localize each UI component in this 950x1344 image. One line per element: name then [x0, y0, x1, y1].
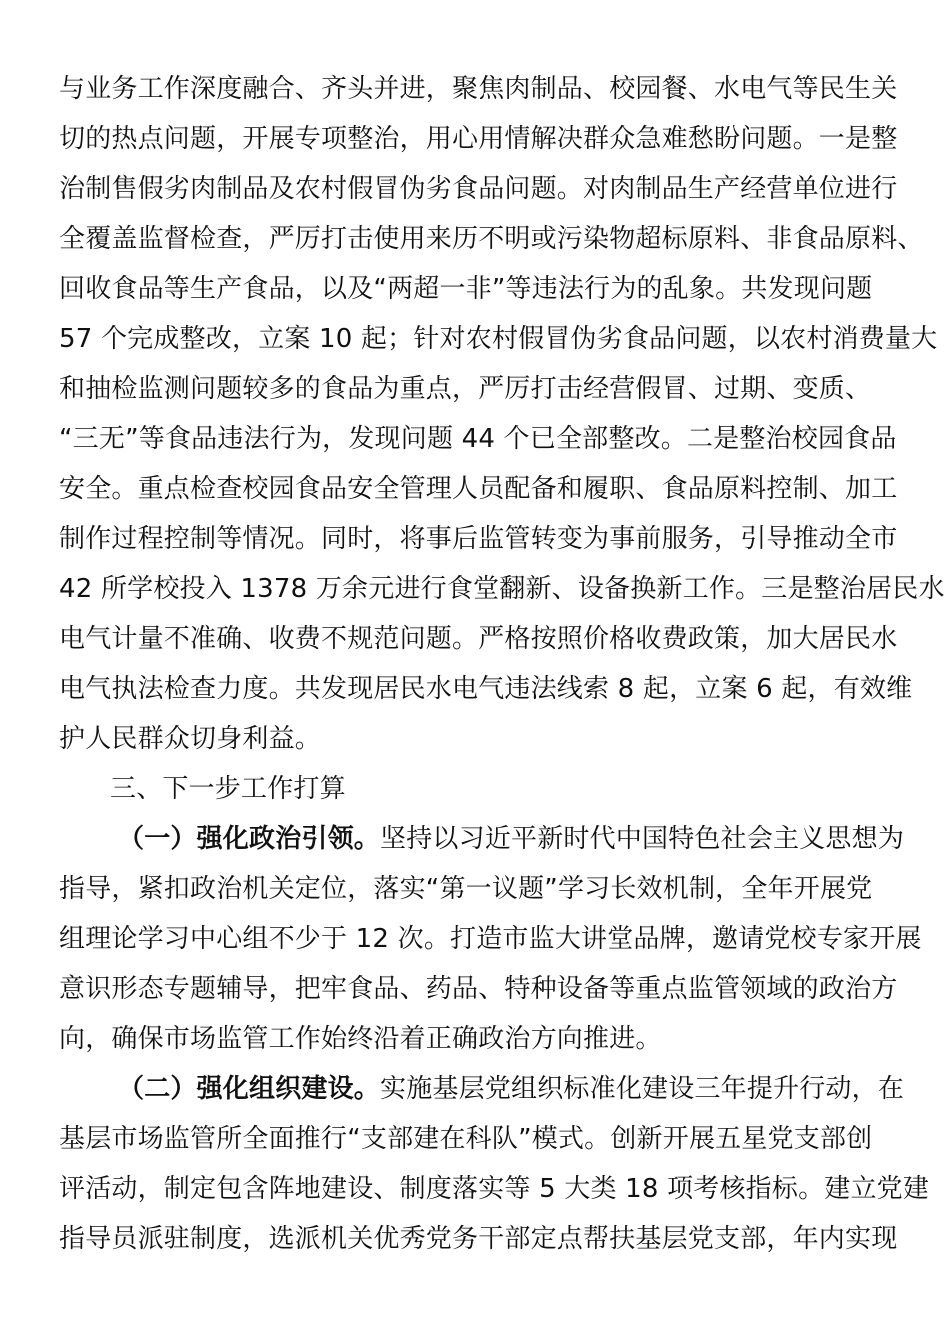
body-line: 治制售假劣肉制品及农村假冒伪劣食品问题。对肉制品生产经营单位进行: [59, 174, 898, 204]
item2-title: （二）强化组织建设。: [118, 1074, 381, 1104]
body-line: 电气执法检查力度。共发现居民水电气违法线索 8 起，立案 6 起，有效维: [59, 674, 913, 704]
section-heading: 三、下一步工作打算: [110, 774, 346, 804]
item2-first-line: [118, 1074, 904, 1104]
body-line: 42 所学校投入 1378 万余元进行食堂翻新、设备换新工作。三是整治居民水: [59, 574, 945, 604]
body-line: 评活动，制定包含阵地建设、制度落实等 5 大类 18 项考核指标。建立党建: [59, 1174, 930, 1204]
body-line: 指导，紧扣政治机关定位，落实“第一议题”学习长效机制，全年开展党: [59, 874, 873, 904]
item1-title: （一）强化政治引领。: [118, 824, 381, 854]
body-line: 组理论学习中心组不少于 12 次。打造市监大讲堂品牌，邀请党校专家开展: [59, 924, 922, 954]
item2-text: 实施基层党组织标准化建设三年提升行动，在: [380, 1074, 905, 1104]
body-line: 和抽检监测问题较多的食品为重点，严厉打击经营假冒、过期、变质、: [59, 374, 872, 404]
body-line: 切的热点问题，开展专项整治，用心用情解决群众急难愁盼问题。一是整: [59, 124, 898, 154]
body-line: 护人民群众切身利益。: [59, 724, 322, 754]
item1-first-line: [118, 824, 904, 854]
body-line: 意识形态专题辅导，把牢食品、药品、特种设备等重点监管领域的政治方: [59, 974, 898, 1004]
body-line: 电气计量不准确、收费不规范问题。严格按照价格收费政策，加大居民水: [59, 624, 898, 654]
body-line: 回收食品等生产食品，以及“两超一非”等违法行为的乱象。共发现问题: [59, 274, 873, 304]
body-line: 指导员派驻制度，选派机关优秀党务干部定点帮扶基层党支部，年内实现: [59, 1224, 898, 1254]
item1-text: 坚持以习近平新时代中国特色社会主义思想为: [380, 824, 905, 854]
body-line: 向，确保市场监管工作始终沿着正确政治方向推进。: [59, 1024, 662, 1054]
body-line: 基层市场监管所全面推行“支部建在科队”模式。创新开展五星党支部创: [59, 1124, 873, 1154]
body-line: 安全。重点检查校园食品安全管理人员配备和履职、食品原料控制、加工: [59, 474, 898, 504]
body-line: 与业务工作深度融合、齐头并进，聚焦肉制品、校园餐、水电气等民生关: [59, 74, 898, 104]
body-line: 制作过程控制等情况。同时，将事后监管转变为事前服务，引导推动全市: [59, 524, 898, 554]
body-line: 57 个完成整改，立案 10 起；针对农村假冒伪劣食品问题，以农村消费量大: [59, 324, 938, 354]
body-line: 全覆盖监督检查，严厉打击使用来历不明或污染物超标原料、非食品原料、: [59, 224, 924, 254]
body-line: “三无”等食品违法行为，发现问题 44 个已全部整改。二是整治校园食品: [59, 424, 897, 454]
